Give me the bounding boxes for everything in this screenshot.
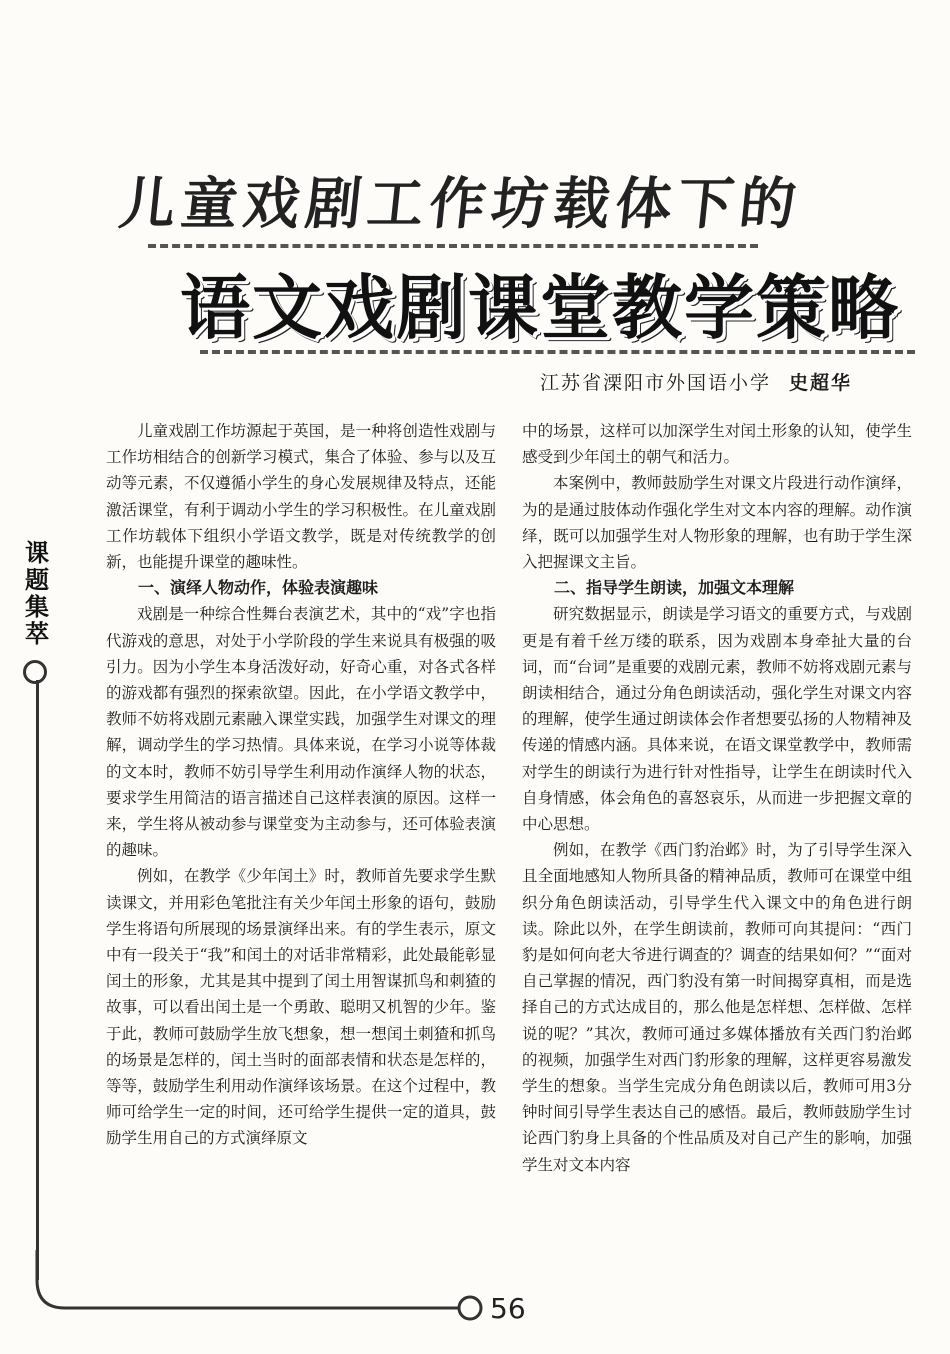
side-vertical-rule [36, 680, 39, 1280]
left-column [106, 418, 496, 1152]
title-divider-top [148, 244, 758, 248]
paragraph-intro: 儿童戏剧工作坊源起于英国，是一种将创造性戏剧与工作坊相结合的创新学习模式，集合了体验、参与以及互动等元素，不仅遵循小学生的身心发展规律及特点，还能激活课堂，有利于调动小学生的学习积极性。在儿童戏剧工作坊载体下组织小学语文教学，既是对传统教学的创新，也能提升课堂的趣味性。 [106, 422, 496, 572]
paragraph: 研究数据显示，朗读是学习语文的重要方式，与戏剧更是有着千丝万缕的联系，因为戏剧本身牵扯大量的台词，而“台词”是重要的戏剧元素，教师不妨将戏剧元素与朗读相结合，通过分角色朗读活动，强化学生对课文内容的理解，使学生通过朗读体会作者想要弘扬的人物精神及传递的情感内涵。具体来说，在语文课堂教学中，教师需对学生的朗读行为进行针对性指导，让学生在朗读时代入自身情感，体会角色的喜怒哀乐，从而进一步把握文章的中心思想。 [522, 605, 912, 834]
author-affiliation: 江苏省溧阳市外国语小学 [540, 372, 772, 394]
page-number: 56 [490, 1292, 526, 1325]
paragraph-continued: 中的场景，这样可以加深学生对闰土形象的认知，使学生感受到少年闰土的朝气和活力。 [522, 422, 912, 467]
title-line-2: 语文戏剧课堂教学策略 [180, 267, 900, 349]
paragraph: 戏剧是一种综合性舞台表演艺术，其中的“戏”字也指代游戏的意思，对处于小学阶段的学生来说具有极强的吸引力。因为小学生本身活泼好动，好奇心重，对各式各样的游戏都有强烈的探索欲望。因此，在小学语文教学中，教师不妨将戏剧元素融入课堂实践，加强学生对课文的理解，调动学生的学习热情。具体来说，在学习小说等体裁的文本时，教师不妨引导学生利用动作演绎人物的状态，要求学生用简洁的语言描述自己这样表演的原因。这样一来，学生将从被动参与课堂变为主动参与，还可体验表演的趣味。 [106, 605, 496, 860]
byline [540, 368, 900, 395]
section-heading-2: 二、指导学生朗读，加强文本理解 [554, 578, 795, 598]
right-column [522, 418, 912, 1178]
paragraph: 例如，在教学《西门豹治邺》时，为了引导学生深入且全面地感知人物所具备的精神品质，教师可在课堂中组织分角色朗读活动，引导学生代入课文中的角色进行朗读。除此以外，在学生朗读前，教师可向其提问：“西门豹是如何向老大爷进行调查的？调查的结果如何？”“面对自己掌握的情况，西门豹没有第一时间揭穿真相，而是选择自己的方式达成目的，那么他是怎样想、怎样做、怎样说的呢？”其次，教师可通过多媒体播放有关西门豹治邺的视频，加强学生对西门豹形象的理解，这样更容易激发学生的想象。当学生完成分角色朗读以后，教师可用3分钟时间引导学生表达自己的感悟。最后，教师鼓励学生讨论西门豹身上具备的个性品质及对自己产生的影响，加强学生对文本内容 [522, 841, 912, 1174]
author-name: 史超华 [789, 372, 853, 394]
side-circle-ornament [23, 660, 47, 684]
title-line-1: 儿童戏剧工作坊载体下的 [116, 172, 805, 237]
paragraph: 例如，在教学《少年闰土》时，教师首先要求学生默读课文，并用彩色笔批注有关少年闰土形象的语句，鼓励学生将语句所展现的场景演绎出来。有的学生表示，原文中有一段关于“我”和闰土的对话非常精彩，此处最能彰显闰土的形象，尤其是其中提到了闰土用智谋抓鸟和刺猹的故事，可以看出闰土是一个勇敢、聪明又机智的少年。鉴于此，教师可鼓励学生放飞想象，想一想闰土刺猹和抓鸟的场景是怎样的，闰土当时的面部表情和状态是怎样的，等等，鼓励学生利用动作演绎该场景。在这个过程中，教师可给学生一定的时间，还可给学生提供一定的道具，鼓励学生用自己的方式演绎原文 [106, 867, 496, 1148]
paragraph: 本案例中，教师鼓励学生对课文片段进行动作演绎，为的是通过肢体动作强化学生对文本内容的理解。动作演绎，既可以加强学生对人物形象的理解，也有助于学生深入把握课文主旨。 [522, 474, 912, 572]
section-label: 课题集萃 [25, 539, 49, 648]
footer-curve-ornament [0, 1250, 490, 1354]
title-divider-bottom [200, 350, 915, 354]
section-heading-1: 一、演绎人物动作，体验表演趣味 [138, 578, 379, 598]
